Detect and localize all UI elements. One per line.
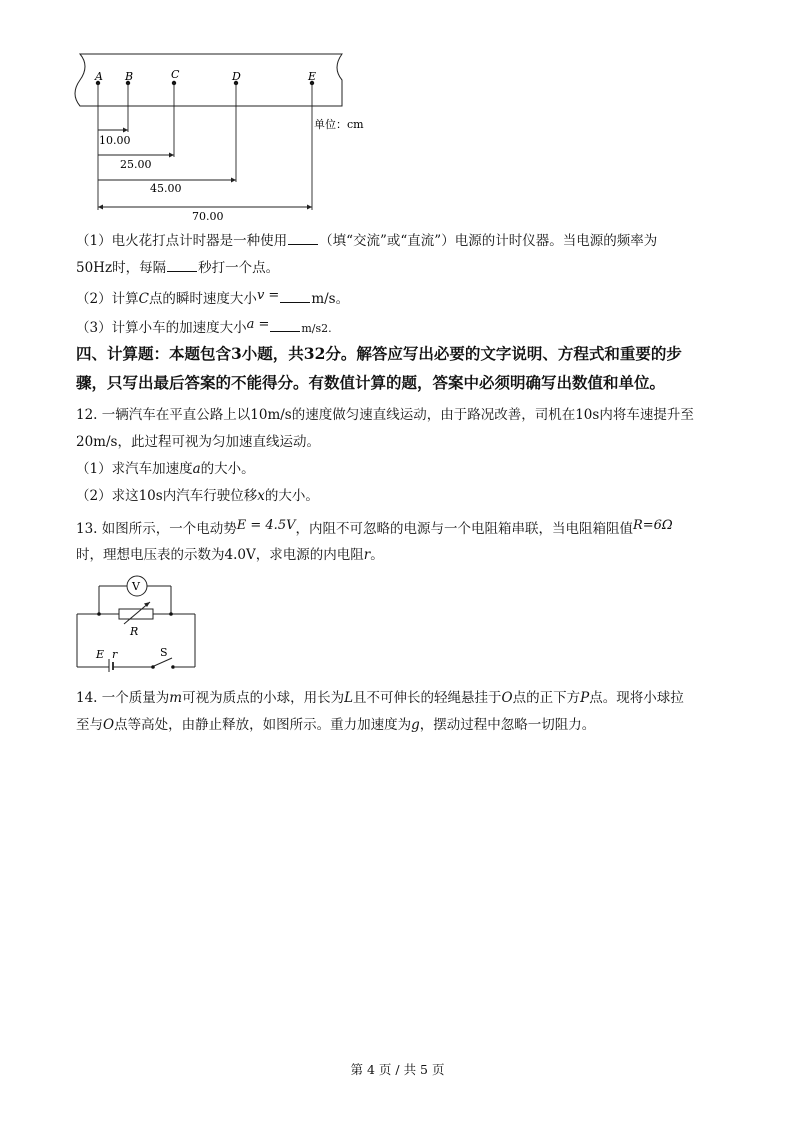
page-footer: 第 4 页 / 共 5 页 bbox=[350, 1062, 445, 1077]
dist-ac: 25.00 bbox=[120, 158, 152, 171]
switch-label: S bbox=[160, 646, 168, 659]
tape-outline bbox=[75, 54, 342, 106]
resistor-label: R bbox=[130, 625, 139, 638]
q12-sub2: （2）求这10s内汽车行驶位移x的大小。 bbox=[76, 488, 319, 504]
label-c: C bbox=[171, 68, 180, 81]
switch bbox=[154, 658, 172, 666]
label-e: E bbox=[308, 70, 317, 83]
q13-line1: 13. 如图所示，一个电动势E = 4.5V，内阻不可忽略的电源与一个电阻箱串联，当电阻箱阻值R=6Ω bbox=[76, 518, 673, 537]
internal-resistance-label: r bbox=[112, 648, 118, 661]
q14-line1: 14. 一个质量为m可视为质点的小球，用长为L且不可伸长的轻绳悬挂于O点的正下方P点。现将小球拉 bbox=[76, 690, 684, 706]
q14-line2: 至与O点等高处，由静止释放，如图所示。重力加速度为g，摆动过程中忽略一切阻力。 bbox=[76, 717, 596, 733]
q11-part1-line1: （1）电火花打点计时器是一种使用 （填“交流”或“直流”）电源的计时仪器。当电源的频率为 bbox=[76, 233, 658, 249]
q11-part2: （2）计算C点的瞬时速度大小v = m/s。 bbox=[76, 288, 350, 307]
answer-blank bbox=[288, 231, 318, 245]
label-b: B bbox=[125, 70, 134, 83]
answer-blank bbox=[270, 318, 300, 332]
circuit-diagram bbox=[72, 572, 202, 672]
label-d: D bbox=[232, 70, 241, 83]
section4-heading-line1: 四、计算题：本题包含3小题，共32分。解答应写出必要的文字说明、方程式和重要的步 bbox=[76, 344, 682, 363]
voltmeter-label: V bbox=[132, 580, 140, 593]
dist-ab: 10.00 bbox=[99, 134, 131, 147]
label-a: A bbox=[95, 70, 103, 83]
dist-ae: 70.00 bbox=[192, 210, 224, 223]
q12-sub1: （1）求汽车加速度a的大小。 bbox=[76, 461, 255, 477]
dist-ad: 45.00 bbox=[150, 182, 182, 195]
q11-part3: （3）计算小车的加速度大小a = m/s2. bbox=[76, 317, 332, 336]
paper-tape-diagram bbox=[70, 50, 390, 225]
answer-blank bbox=[280, 289, 310, 303]
q12-line2: 20m/s，此过程可视为匀加速直线运动。 bbox=[76, 434, 320, 450]
section4-heading-line2: 骤，只写出最后答案的不能得分。有数值计算的题，答案中必须明确写出数值和单位。 bbox=[76, 373, 666, 392]
emf-label: E bbox=[96, 648, 105, 661]
q12-line1: 12. 一辆汽车在平直公路上以10m/s的速度做匀速直线运动，由于路况改善，司机在10s内将车速提升至 bbox=[76, 407, 694, 423]
q11-part1-line2: 50Hz时，每隔 秒打一个点。 bbox=[76, 260, 280, 276]
answer-blank bbox=[167, 258, 197, 272]
unit-label: 单位：cm bbox=[314, 118, 364, 131]
q13-line2: 时，理想电压表的示数为4.0V，求电源的内电阻r。 bbox=[76, 547, 384, 563]
